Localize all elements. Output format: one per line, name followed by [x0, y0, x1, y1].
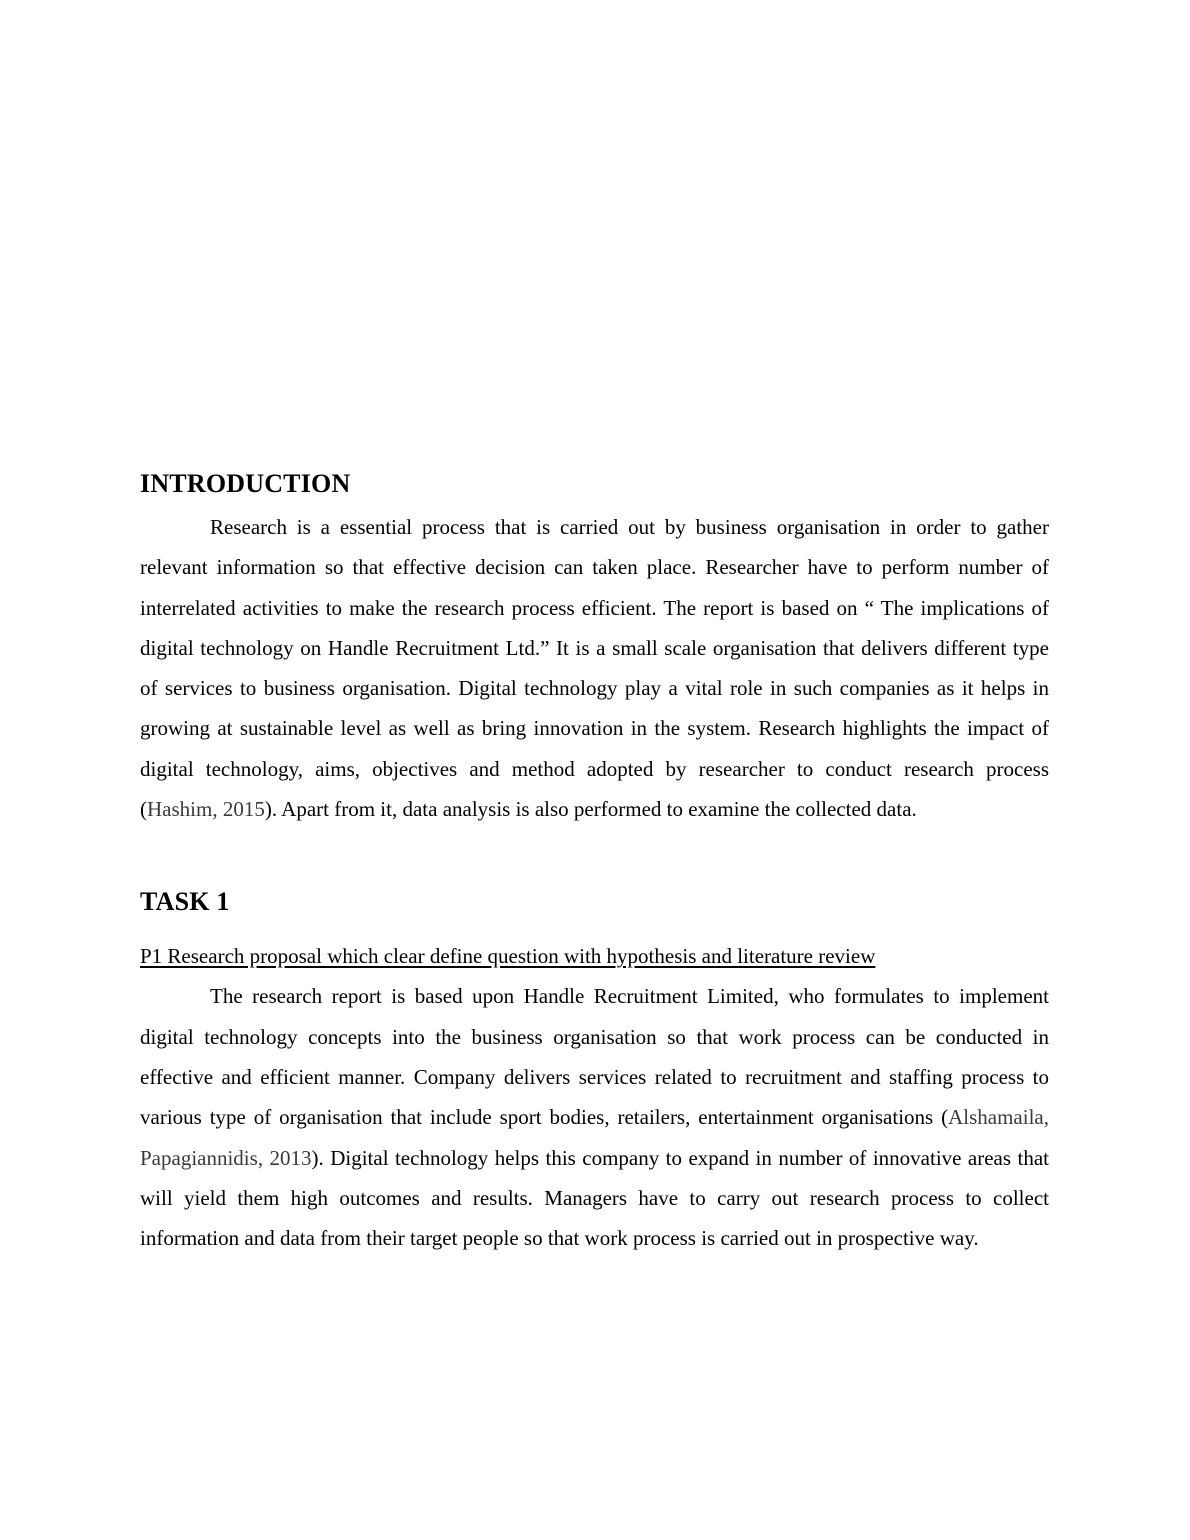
- citation-hashim: Hashim, 2015: [147, 797, 265, 822]
- introduction-heading: INTRODUCTION: [140, 469, 351, 498]
- task-1-paragraph: [140, 976, 1049, 1258]
- document-content: [140, 466, 1049, 1258]
- task-1-text-part-1: The research report is based upon Handle Recruitment Limited, who formulates to implement digital technology concepts into the business organisation so that work process can be conducted in effective and efficient manner. Company delivers services related to recruitment and staffing process to various type of organisation that include sport bodies, retailers, entertainment organisations (: [140, 984, 1049, 1130]
- introduction-text-part-1: Research is a essential process that is carried out by business organisation in order to gather relevant information so that effective decision can taken place. Researcher have to perform number of interrelated activities to make the research process efficient. The report is based on “ The implications of digital technology on Handle Recruitment Ltd.” It is a small scale organisation that delivers different type of services to business organisation. Digital technology play a vital role in such companies as it helps in growing at sustainable level as well as bring innovation in the system. Research highlights the impact of digital technology, aims, objectives and method adopted by researcher to conduct research process (: [140, 515, 1049, 822]
- task-1-text-part-2: ). Digital technology helps this company to expand in number of innovative areas that will yield them high outcomes and results. Managers have to carry out research process to collect information and data from their target people so that work process is carried out in prospective way.: [140, 1145, 1049, 1251]
- citation-alshamaila: Alshamaila, Papagiannidis, 2013: [140, 1105, 1049, 1170]
- task-1-heading: TASK 1: [140, 887, 230, 917]
- introduction-text-part-2: ). Apart from it, data analysis is also performed to examine the collected data.: [264, 797, 917, 822]
- introduction-paragraph: [140, 507, 1049, 829]
- p1-subheading: P1 Research proposal which clear define question with hypothesis and literature review: [140, 944, 876, 969]
